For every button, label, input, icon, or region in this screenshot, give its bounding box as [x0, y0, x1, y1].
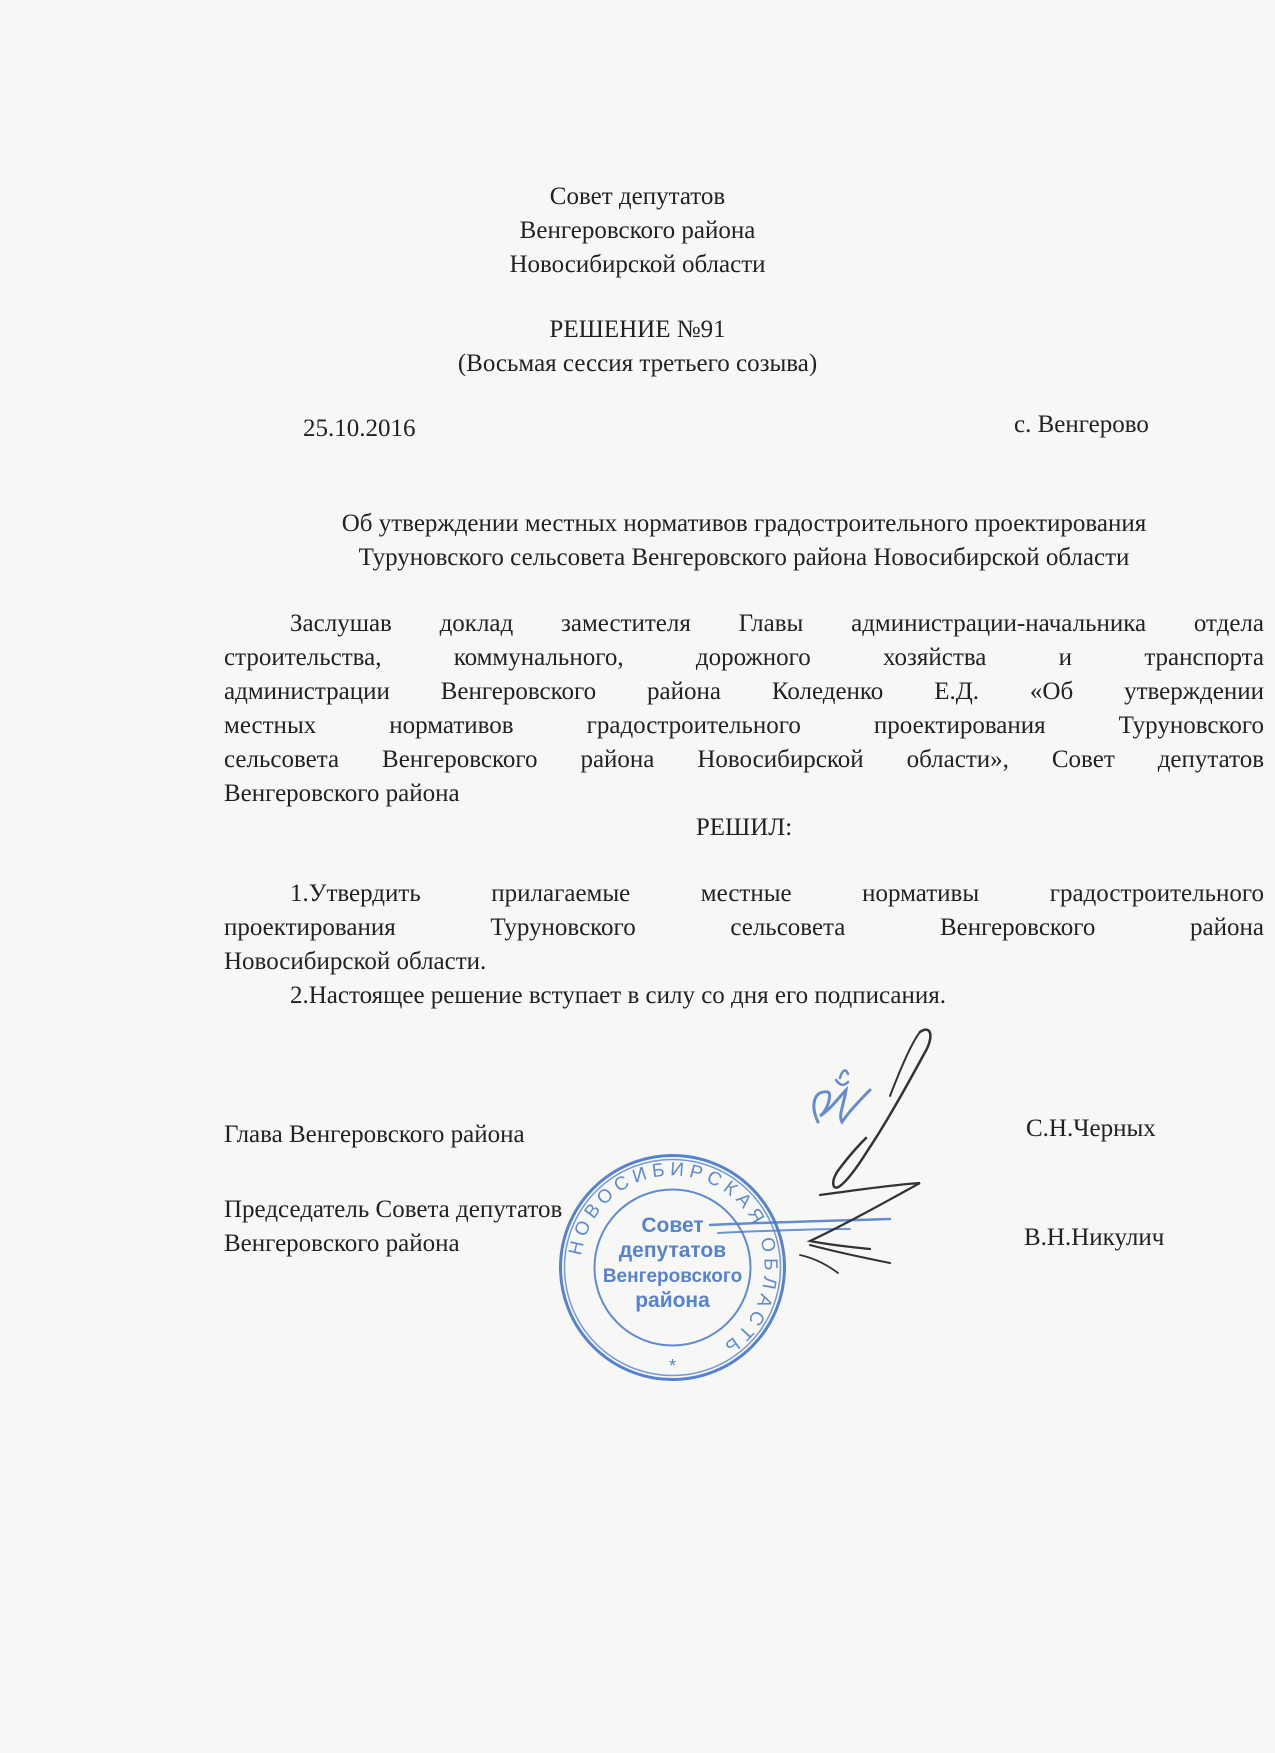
resolved-label: РЕШИЛ: [695, 814, 793, 841]
item-1 [224, 877, 1264, 979]
seal-center-line-4: района [635, 1289, 710, 1312]
chair-signature [700, 1175, 960, 1305]
decision-place: с. Венгерово [1014, 411, 1149, 438]
seal-ring-text: НОВОСИБИРСКАЯ ОБЛАСТЬ [565, 1159, 781, 1360]
preamble-line: Венгеровского района [224, 780, 460, 807]
seal-center-line-1: Совет [641, 1214, 704, 1237]
header-line-3: Новосибирской области [509, 251, 766, 278]
preamble-line: администрации Венгеровского района Коледенко Е.Д. «Об утверждении [224, 678, 1264, 705]
chair-title-1: Председатель Совета депутатов [224, 1196, 563, 1223]
header-line-2: Венгеровского района [519, 217, 756, 244]
item-1-line: Новосибирской области. [224, 948, 487, 975]
subject-line-2: Туруновского сельсовета Венгеровского района Новосибирской области [358, 544, 1130, 571]
subject-line-1: Об утверждении местных нормативов градостроительного проектирования [341, 510, 1147, 537]
head-name: С.Н.Черных [1026, 1115, 1156, 1142]
chair-title-2: Венгеровского района [224, 1230, 460, 1257]
preamble-line: сельсовета Венгеровского района Новосибирской области», Совет депутатов [224, 746, 1264, 773]
decision-title: РЕШЕНИЕ №91 [549, 316, 726, 343]
preamble-line: Заслушав доклад заместителя Главы администрации-начальника отдела [290, 610, 1264, 637]
item-1-line: проектирования Туруновского сельсовета Венгеровского района [224, 914, 1264, 941]
preamble-line: строительства, коммунального, дорожного хозяйства и транспорта [224, 644, 1264, 671]
seal-star: * [668, 1356, 677, 1376]
seal-center-line-2: депутатов [618, 1239, 727, 1262]
head-title: Глава Венгеровского района [224, 1121, 525, 1148]
preamble-line: местных нормативов градостроительного проектирования Туруновского [224, 712, 1264, 739]
item-1-line: 1.Утвердить прилагаемые местные нормативы градостроительного [290, 880, 1264, 907]
decision-session: (Восьмая сессия третьего созыва) [457, 350, 818, 377]
decision-date: 25.10.2016 [303, 415, 416, 442]
preamble [224, 607, 1264, 811]
seal-center-line-3: Венгеровского [602, 1266, 743, 1287]
chair-name: В.Н.Никулич [1024, 1224, 1165, 1251]
header-line-1: Совет депутатов [549, 183, 726, 210]
item-2: 2.Настоящее решение вступает в силу со дня его подписания. [290, 982, 947, 1009]
